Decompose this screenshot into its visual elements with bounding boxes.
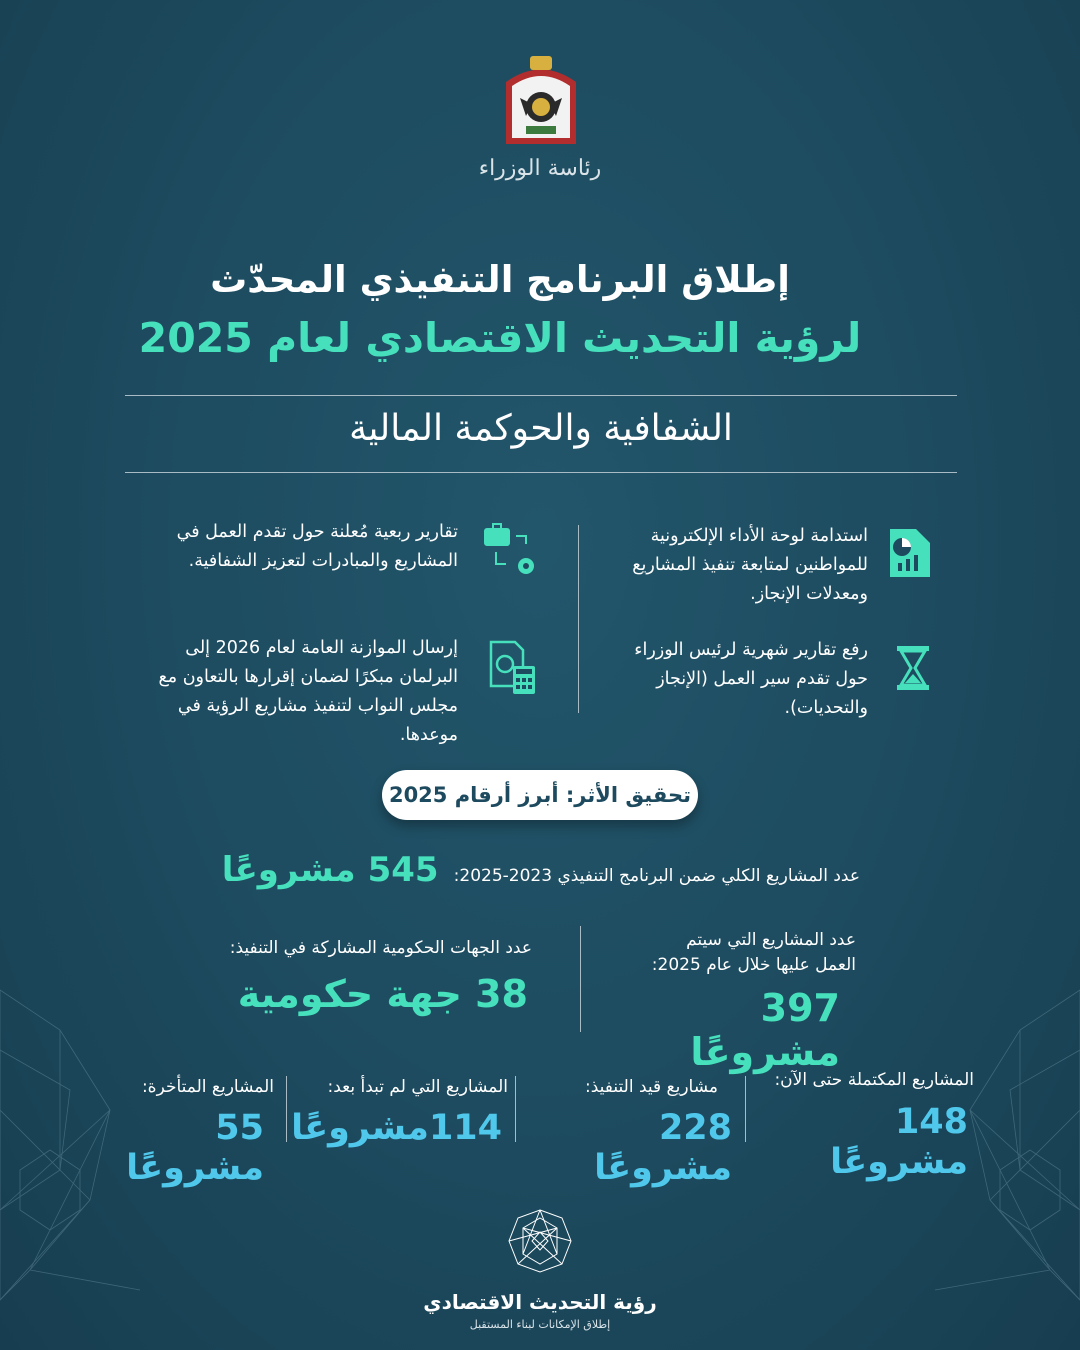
initiative-text-2: رفع تقارير شهرية لرئيس الوزراء حول تقدم سير العمل (الإنجاز والتحديات). [634,640,868,718]
status-divider-2 [515,1076,516,1142]
section-title: الشفافية والحوكمة المالية [349,408,733,449]
total-projects-value: 545 مشروعًا [221,850,439,890]
budget-calculator-icon [485,640,541,696]
planned-value: 397 مشروعًا [690,986,840,1074]
total-projects-label: عدد المشاريع الكلي ضمن البرنامج التنفيذي 2023-2025: [453,866,860,886]
initiative-text-1: استدامة لوحة الأداء الإلكترونية للمواطنين لمتابعة تنفيذ المشاريع ومعدلات الإنجاز. [632,526,868,604]
status-divider-1 [745,1076,746,1142]
status-delayed-label: المشاريع المتأخرة: [141,1077,274,1097]
main-subtitle: لرؤية التحديث الاقتصادي لعام 2025 [138,314,862,362]
entities-label: عدد الجهات الحكومية المشاركة في التنفيذ: [229,938,532,958]
status-in-progress-label: مشاريع قيد التنفيذ: [585,1077,718,1097]
main-title: إطلاق البرنامج التنفيذي المحدّث [210,258,790,301]
planned-label [600,928,856,978]
briefcase-gear-icon [482,522,538,578]
divider-top [125,395,957,396]
status-completed-value: 148 مشروعًا [830,1102,968,1182]
footer-brand: رؤية التحديث الاقتصادي [423,1290,657,1314]
footer-tagline: إطلاق الإمكانات لبناء المستقبل [469,1318,611,1331]
entities-value: 38 جهة حكومية [237,972,528,1016]
status-divider-3 [286,1076,287,1142]
planned-label-line-1: عدد المشاريع التي سيتم [686,930,856,950]
status-completed-label: المشاريع المكتملة حتى الآن: [774,1070,974,1090]
emblem-caption: رئاسة الوزراء [478,156,602,181]
vision-logo-icon [507,1208,573,1274]
initiative-text-3: تقارير ربعية مُعلنة حول تقدم العمل في المشاريع والمبادرات لتعزيز الشفافية. [176,522,458,571]
impact-divider [580,926,581,1032]
royal-emblem-icon [496,52,586,152]
status-delayed-value: 55 مشروعًا [126,1108,264,1188]
column-divider [578,525,579,713]
impact-pill: تحقيق الأثر: أبرز أرقام 2025 [382,770,698,820]
status-not-started-value: 114مشروعًا [291,1108,502,1148]
hourglass-icon [885,640,941,696]
status-not-started-label: المشاريع التي لم تبدأ بعد: [327,1077,508,1097]
dashboard-document-icon [882,525,938,581]
status-in-progress-value: 228 مشروعًا [594,1108,732,1188]
total-projects-row [190,850,860,890]
initiative-text-4: إرسال الموازنة العامة لعام 2026 إلى البرلمان مبكرًا لضمان إقرارها بالتعاون مع مجلس النواب لتنفيذ مشاريع الرؤية في موعدها. [158,638,458,745]
planned-label-line-2: العمل عليها خلال عام 2025: [651,955,856,975]
divider-bottom [125,472,957,473]
